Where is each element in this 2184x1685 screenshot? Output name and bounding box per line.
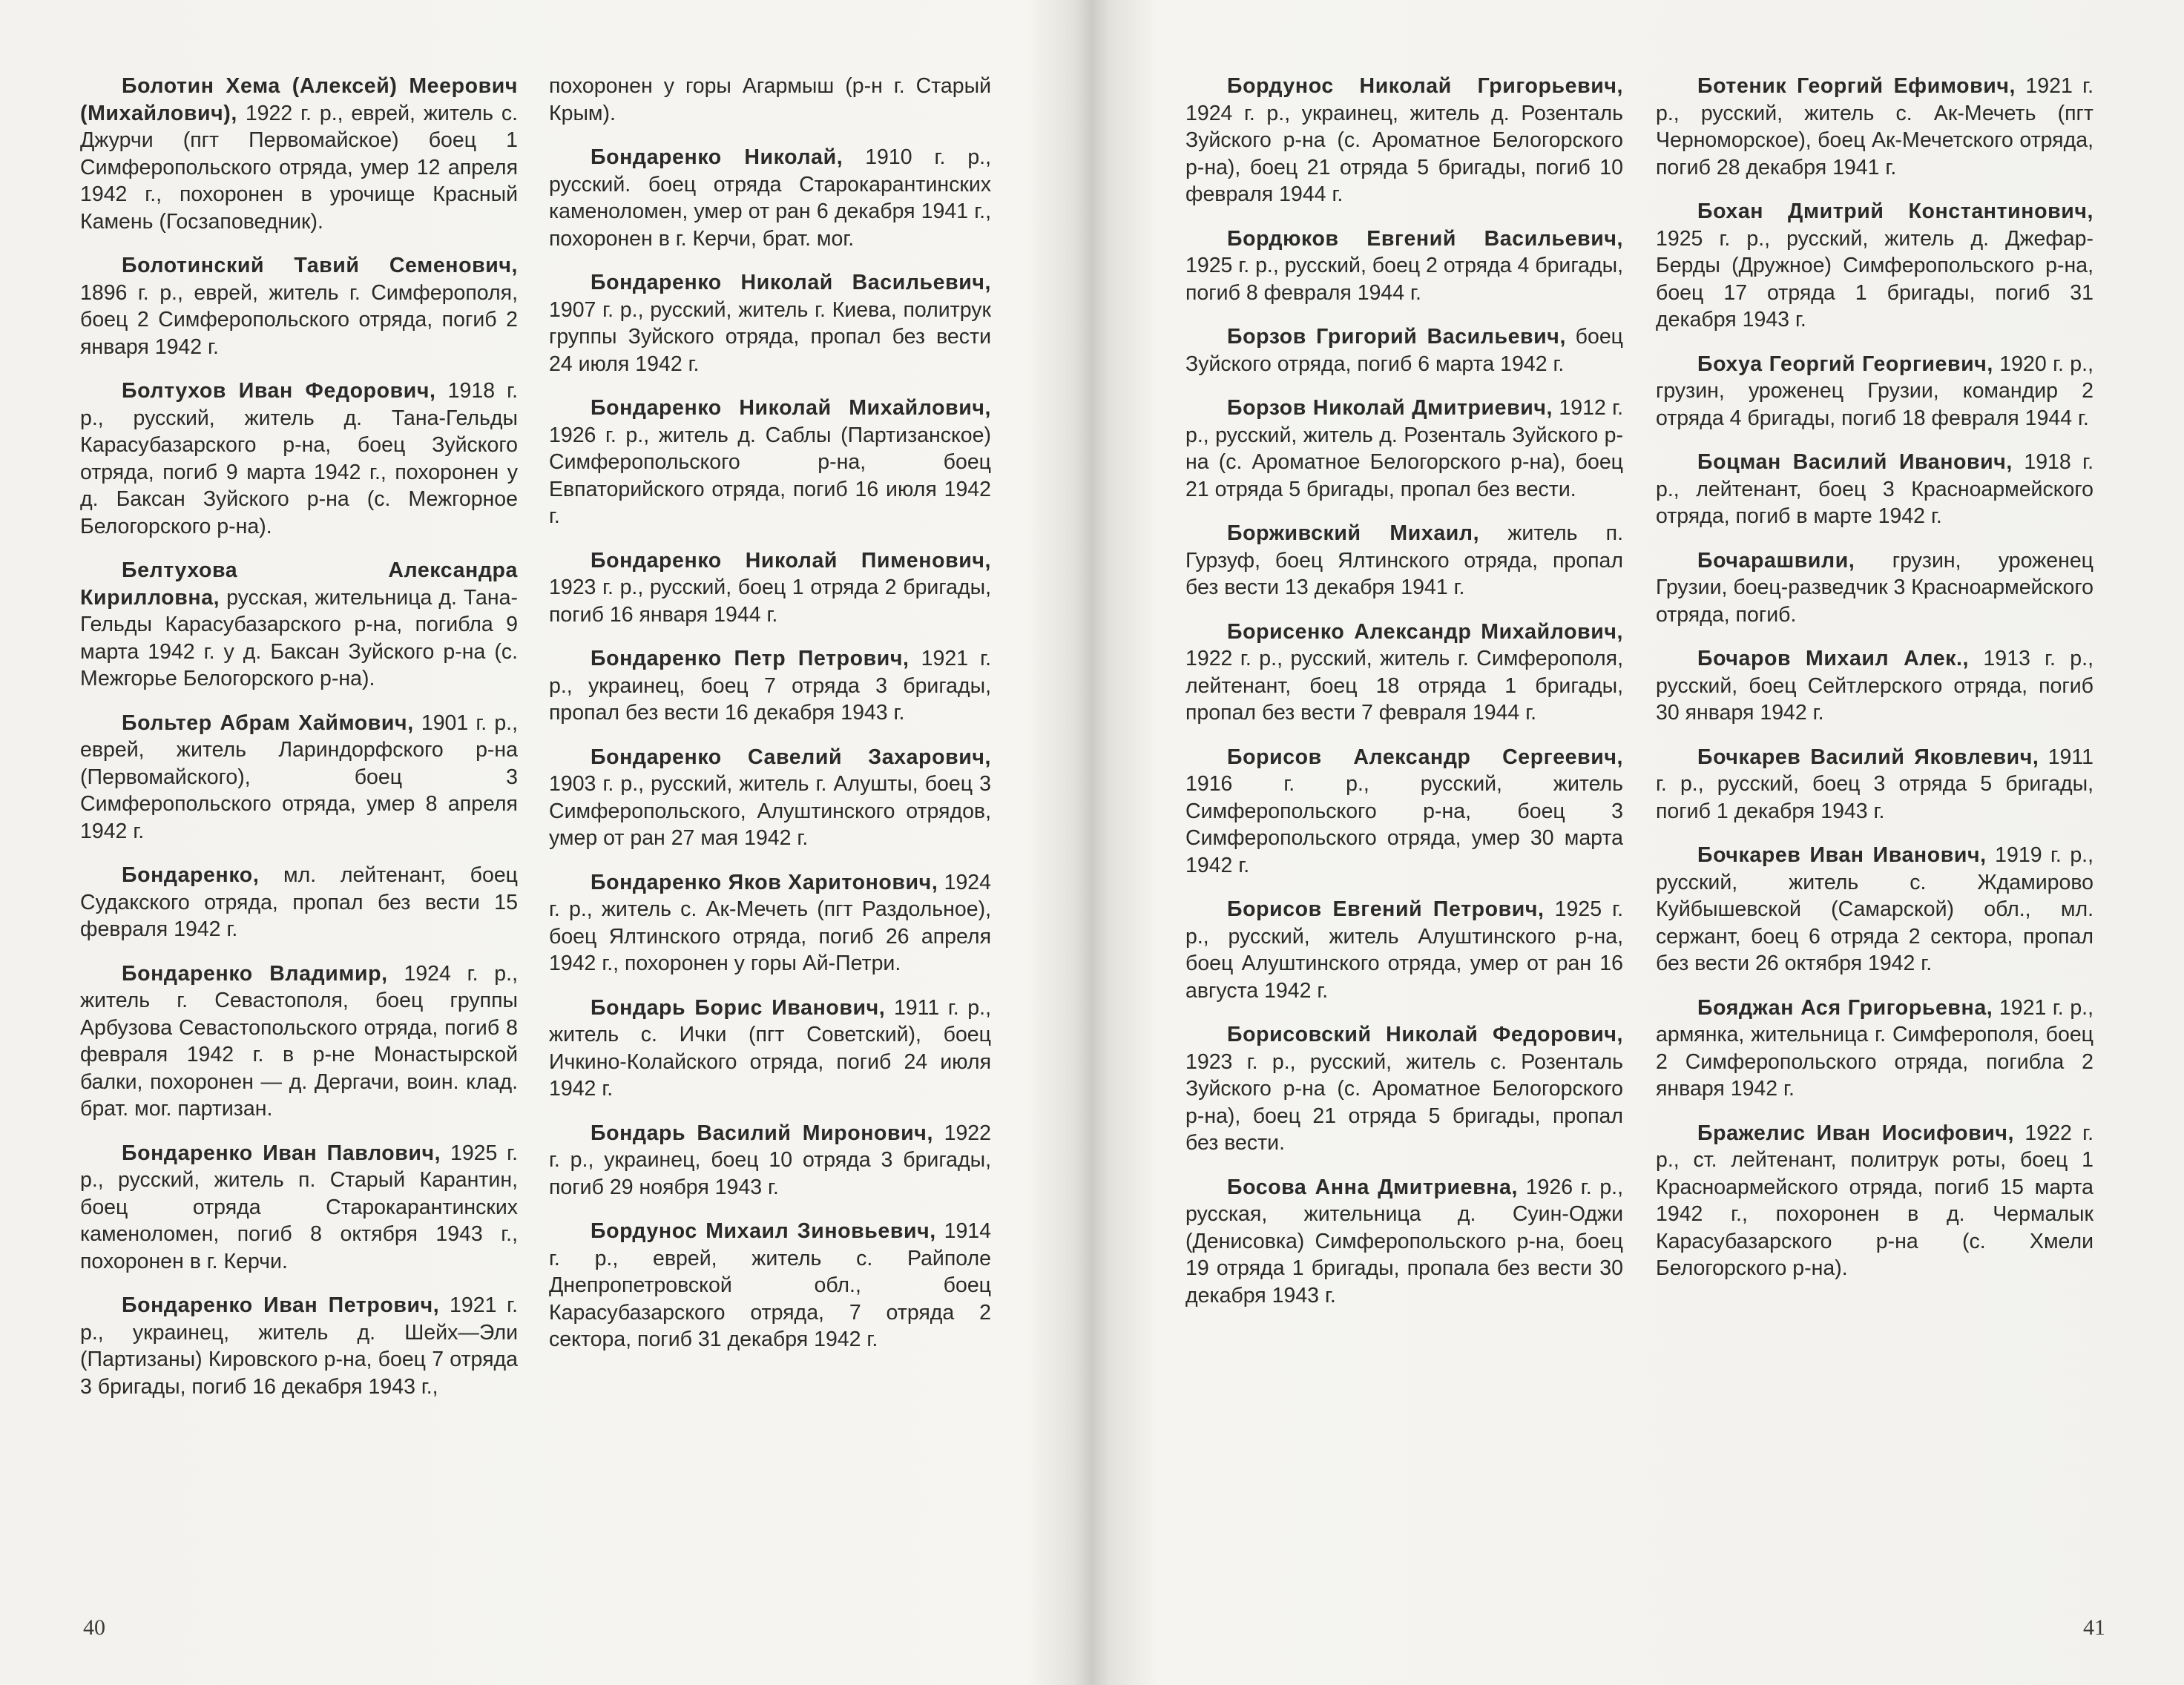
entry-name: Бондаренко Николай, — [591, 145, 843, 169]
entry-text: 1916 г. р., русский, житель Симферопольского р-на, боец 3 Симферопольского отряда, умер 30 марта 1942 г. — [1185, 772, 1623, 877]
biography-entry — [549, 395, 991, 530]
biography-entry — [80, 710, 518, 845]
entry-text: 1911 г. р., житель с. Ички (пгт Советский), боец Ичкино-Колайского отряда, погиб 24 июля 1942 г. — [549, 995, 991, 1101]
biography-entry — [1656, 645, 2093, 727]
biography-entry — [549, 1218, 991, 1353]
biography-entry — [80, 252, 518, 360]
biography-entry — [549, 1120, 991, 1201]
left-page-column-2 — [549, 73, 991, 1371]
biography-entry — [1185, 619, 1623, 727]
biography-entry — [1185, 395, 1623, 503]
biography-entry — [80, 960, 518, 1123]
entry-name: Бондаренко Иван Петрович, — [122, 1293, 440, 1317]
entry-text: русская, жительница д. Тана-Гельды Карасубазарского р-на, погибла 9 марта 1942 г. у д. Баксан Зуйского р-на (с. Межгорье Белогорского р-на). — [80, 585, 518, 690]
entry-text: 1922 г. р., ст. лейтенант, политрук роты, боец 1 Красноармейского отряда, погиб 15 марта 1942 г., похоронен в д. Чермалык Карасубазарского р-на (с. Хмели Белогорского р-на). — [1656, 1121, 2094, 1280]
entry-text: 1922 г. р., украинец, боец 10 отряда 3 бригады, погиб 29 ноября 1943 г. — [549, 1121, 991, 1199]
biography-entry — [80, 1292, 518, 1400]
entry-name: Ботеник Георгий Ефимович, — [1697, 74, 2016, 98]
entry-name: Босова Анна Дмитриевна, — [1227, 1175, 1518, 1199]
entry-name: Боцман Василий Иванович, — [1697, 450, 2013, 474]
right-page-column-2 — [1656, 73, 2093, 1299]
biography-entry — [1185, 1174, 1623, 1310]
entry-name: Болотин Хема (Алексей) Меерович (Михайлович), — [80, 74, 518, 125]
biography-entry — [1185, 225, 1623, 307]
biography-entry — [1656, 449, 2093, 530]
entry-text: 1924 г. р., житель г. Севастополя, боец группы Арбузова Севастопольского отряда, погиб 8 февраля 1942 г. в р-не Монастырской балки, похоронен — д. Дергачи, воин. клад. брат. мог. партизан. — [80, 961, 518, 1121]
entry-text: 1925 г. р., русский, житель д. Джефар-Берды (Дружное) Симферопольского р-на, боец 17 отряда 1 бригады, погиб 31 декабря 1943 г. — [1656, 226, 2093, 332]
entry-name: Бояджан Ася Григорьевна, — [1697, 995, 1993, 1020]
entry-text: 1923 г. р., русский, боец 1 отряда 2 бригады, погиб 16 января 1944 г. — [549, 576, 991, 627]
entry-text: 1901 г. р., еврей, житель Лариндорфского р-на (Первомайского), боец 3 Симферопольского отряда, умер 8 апреля 1942 г. — [80, 710, 519, 843]
right-page-column-1 — [1185, 73, 1623, 1326]
entry-text: грузин, уроженец Грузии, боец-разведчик 3 Красноармейского отряда, погиб. — [1656, 548, 2093, 627]
entry-text: 1919 г. р., русский, житель с. Ждамирово Куйбышевской (Самарской) обл., мл. сержант, боец 6 отряда 2 сектора, пропал без вести 26 октября 1942 г. — [1656, 843, 2093, 975]
entry-name: Бочкарев Иван Иванович, — [1697, 843, 1987, 867]
biography-entry — [1185, 323, 1623, 377]
entry-text: 1921 г. р., армянка, жительница г. Симферополя, боец 2 Симферопольского отряда, погибла 2 января 1942 г. — [1656, 995, 2094, 1101]
entry-text: 1924 г. р., житель с. Ак-Мечеть (пгт Раздольное), боец Ялтинского отряда, погиб 26 апреля 1942 г., похоронен у горы Ай-Петри. — [549, 870, 992, 975]
entry-text: 1923 г. р., русский, житель с. Розенталь Зуйского р-на (с. Ароматное Белогорского р-на), боец 21 отряда 5 бригады, пропал без вести. — [1185, 1049, 1623, 1155]
biography-entry — [1656, 198, 2093, 334]
biography-entry — [1656, 547, 2093, 629]
biography-entry — [1656, 1120, 2093, 1282]
entry-text: 1920 г. р., грузин, уроженец Грузии, командир 2 отряда 4 бригады, погиб 18 февраля 1944 г. — [1656, 352, 2093, 430]
entry-text: 1903 г. р., русский, житель г. Алушты, боец 3 Симферопольского, Алуштинского отрядов, умер от ран 27 мая 1942 г. — [549, 772, 991, 850]
biography-entry — [549, 645, 991, 727]
biography-entry — [549, 269, 991, 377]
entry-name: Бондаренко Николай Пименович, — [591, 548, 991, 573]
entry-name: Бондаренко Николай Михайлович, — [591, 396, 991, 420]
biography-entry — [549, 995, 991, 1103]
biography-entry — [1656, 842, 2093, 977]
entry-text: боец Зуйского отряда, погиб 6 марта 1942 г. — [1185, 325, 1623, 376]
entry-name: Бондаренко Владимир, — [122, 961, 388, 986]
biography-entry — [1185, 896, 1623, 1004]
entry-text: 1914 г. р., еврей, житель с. Райполе Днепропетровской обл., боец Карасубазарского отряда, 7 отряда 2 сектора, погиб 31 декабря 1942 г. — [549, 1219, 991, 1351]
entry-name: Борзов Николай Дмитриевич, — [1227, 396, 1553, 420]
entry-text: 1926 г. р., житель д. Саблы (Партизанское) Симферопольского р-на, боец Евпаторийского отряда, погиб 16 июля 1942 г. — [549, 423, 991, 528]
biography-entry — [80, 1140, 518, 1276]
entry-name: Борисов Евгений Петрович, — [1227, 897, 1545, 921]
entry-text: 1913 г. р., русский, боец Сейтлерского отряда, погиб 30 января 1942 г. — [1656, 647, 2093, 725]
biography-entry — [1185, 520, 1623, 601]
entry-name: Белтухова Александра Кирилловна, — [80, 558, 518, 610]
biography-entry — [1656, 73, 2093, 181]
biography-entry — [1185, 73, 1623, 208]
entry-text: 1922 г. р., русский, житель г. Симферополя, лейтенант, боец 18 отряда 1 бригады, пропал без вести 7 февраля 1944 г. — [1185, 647, 1623, 725]
biography-entry — [80, 557, 518, 693]
entry-name: Борисов Александр Сергеевич, — [1227, 745, 1623, 769]
entry-name: Бочкарев Василий Яковлевич, — [1697, 745, 2039, 769]
entry-text: мл. лейтенант, боец Судакского отряда, пропал без вести 15 февраля 1942 г. — [80, 863, 519, 941]
entry-name: Бочарашвили, — [1697, 548, 1855, 573]
entry-name: Борзов Григорий Васильевич, — [1227, 325, 1566, 349]
biography-entry — [1656, 351, 2093, 432]
biography-entry — [549, 144, 991, 252]
entry-name: Бондарь Василий Миронович, — [591, 1121, 933, 1145]
biography-entry — [549, 869, 991, 977]
entry-text: 1925 г. р., русский, боец 2 отряда 4 бригады, погиб 8 февраля 1944 г. — [1185, 254, 1623, 305]
biography-entry — [80, 377, 518, 540]
left-page-column-1 — [80, 73, 518, 1417]
entry-name: Бражелис Иван Иосифович, — [1697, 1121, 2015, 1145]
entry-name: Борисовский Николай Федорович, — [1227, 1023, 1623, 1046]
biography-entry — [1656, 995, 2093, 1103]
page-number-left: 40 — [83, 1615, 105, 1640]
entry-text: 1896 г. р., еврей, житель г. Симферополя, боец 2 Симферопольского отряда, погиб 2 января 1942 г. — [80, 280, 518, 359]
entry-name: Болотинский Тавий Семенович, — [122, 254, 518, 277]
entry-name: Борисенко Александр Михайлович, — [1227, 619, 1623, 644]
entry-name: Бордунос Николай Григорьевич, — [1227, 74, 1623, 98]
entry-name: Бондарь Борис Иванович, — [591, 995, 886, 1020]
biography-entry — [549, 744, 991, 852]
entry-text: 1911 г. р., русский, боец 3 отряда 5 бригады, погиб 1 декабря 1943 г. — [1656, 745, 2093, 823]
entry-text: 1921 г. р., русский, житель с. Ак-Мечеть (пгт Черноморское), боец Ак-Мечетского отряда, погиб 28 декабря 1941 г. — [1656, 74, 2094, 179]
entry-name: Бондаренко Николай Васильевич, — [591, 271, 991, 294]
entry-text: 1925 г. р., русский, житель п. Старый Карантин, боец отряда Старокарантинских каменоломен, погиб 8 октября 1943 г., похоронен в г. Керчи. — [80, 1141, 518, 1273]
entry-name: Бондаренко, — [122, 863, 260, 887]
entry-text: 1921 г. р., украинец, житель д. Шейх—Эли (Партизаны) Кировского р-на, боец 7 отряда 3 бригады, погиб 16 декабря 1943 г., — [80, 1293, 519, 1399]
entry-name: Бордюков Евгений Васильевич, — [1227, 226, 1623, 251]
entry-text: 1921 г. р., украинец, боец 7 отряда 3 бригады, пропал без вести 16 декабря 1943 г. — [549, 647, 991, 725]
entry-name: Бочаров Михаил Алек., — [1697, 647, 1970, 670]
entry-name: Бордунос Михаил Зиновьевич, — [591, 1219, 936, 1243]
biography-entry — [549, 547, 991, 629]
entry-name: Бондаренко Савелий Захарович, — [591, 745, 991, 769]
entry-name: Бондаренко Иван Павлович, — [122, 1141, 441, 1165]
entry-name: Больтер Абрам Хаймович, — [122, 710, 414, 735]
entry-name: Бондаренко Петр Петрович, — [591, 647, 910, 670]
entry-name: Борживский Михаил, — [1227, 521, 1480, 545]
entry-text: 1918 г. р., русский, житель д. Тана-Гельды Карасубазарского р-на, боец Зуйского отряда, погиб 9 марта 1942 г., похоронен у д. Баксан Зуйского р-на (с. Межгорное Белогорского р-на). — [80, 379, 519, 538]
entry-name: Бохан Дмитрий Константинович, — [1697, 200, 2093, 223]
entry-text: житель п. Гурзуф, боец Ялтинского отряда, пропал без вести 13 декабря 1941 г. — [1185, 521, 1624, 599]
entry-text: 1907 г. р., русский, житель г. Киева, политрук группы Зуйского отряда, пропал без вести 24 июля 1942 г. — [549, 297, 991, 376]
entry-text: 1918 г. р., лейтенант, боец 3 Красноармейского отряда, погиб в марте 1942 г. — [1656, 450, 2093, 528]
biography-entry — [1656, 744, 2093, 825]
right-page — [1092, 0, 2184, 1685]
entry-name: Бохуа Георгий Георгиевич, — [1697, 352, 1993, 376]
biography-entry — [80, 862, 518, 943]
entry-text: 1925 г. р., русский, житель Алуштинского р-на, боец Алуштинского отряда, умер от ран 16 августа 1942 г. — [1185, 897, 1624, 1003]
entry-text: похоронен у горы Агармыш (р-н г. Старый Крым). — [549, 74, 991, 125]
biography-entry — [549, 73, 991, 127]
entry-name: Болтухов Иван Федорович, — [122, 379, 436, 403]
entry-text: 1922 г. р., еврей, житель с. Джурчи (пгт Первомайское) боец 1 Симферопольского отряда, умер 12 апреля 1942 г., похоронен в урочище Красный Камень (Госзаповедник). — [80, 101, 519, 234]
biography-entry — [1185, 744, 1623, 880]
biography-entry — [80, 73, 518, 235]
biography-entry — [1185, 1021, 1623, 1157]
entry-text: 1910 г. р., русский. боец отряда Старокарантинских каменоломен, умер от ран 6 декабря 1941 г., похоронен в г. Керчи, брат. мог. — [549, 145, 992, 251]
entry-name: Бондаренко Яков Харитонович, — [591, 870, 938, 894]
entry-text: 1912 г. р., русский, житель д. Розенталь Зуйского р-на (с. Ароматное Белогорского р-на), боец 21 отряда 5 бригады, пропал без вести. — [1185, 396, 1624, 501]
entry-text: 1924 г. р., украинец, житель д. Розенталь Зуйского р-на (с. Ароматное Белогорского р-на), боец 21 отряда 5 бригады, погиб 10 февраля 1944 г. — [1185, 101, 1623, 206]
entry-text: 1926 г. р., русская, жительница д. Суин-Оджи (Денисовка) Симферопольского р-на, боец 19 отряда 1 бригады, пропала без вести 30 декабря 1943 г. — [1185, 1175, 1624, 1308]
page-number-right: 41 — [2083, 1615, 2105, 1640]
